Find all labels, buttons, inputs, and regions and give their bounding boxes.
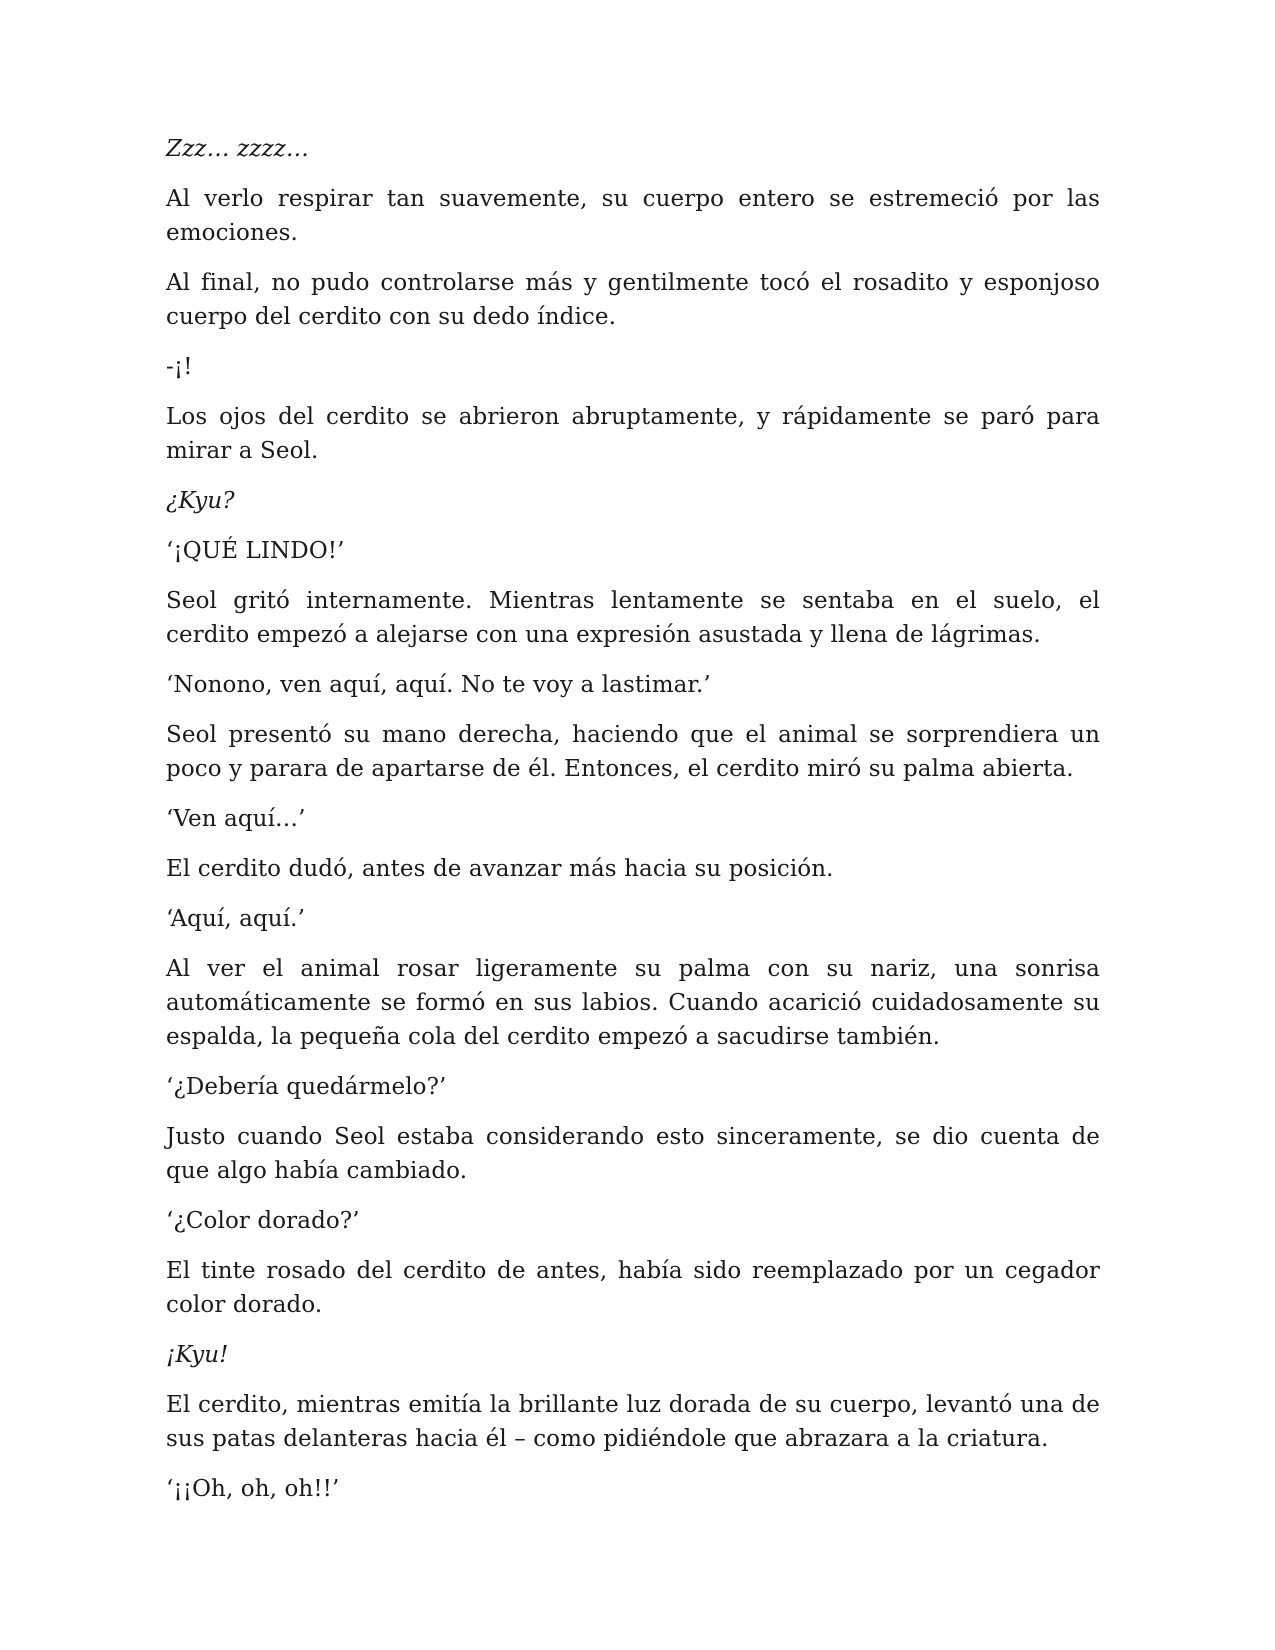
paragraph: ‘¿Debería quedármelo?’ xyxy=(166,1074,447,1100)
paragraph: El tinte rosado del cerdito de antes, había sido reemplazado por un cegador color dorado. xyxy=(166,1258,1100,1318)
paragraph: ‘¿Color dorado?’ xyxy=(166,1208,360,1234)
paragraph: ‘Aquí, aquí.’ xyxy=(166,906,305,932)
paragraph: Al verlo respirar tan suavemente, su cuerpo entero se estremeció por las emociones. xyxy=(166,186,1100,246)
paragraph: ¡Kyu! xyxy=(166,1342,229,1368)
paragraph: El cerdito dudó, antes de avanzar más hacia su posición. xyxy=(166,856,834,882)
paragraph: Justo cuando Seol estaba considerando esto sinceramente, se dio cuenta de que algo había cambiado. xyxy=(166,1124,1100,1184)
paragraph: ‘Ven aquí…’ xyxy=(166,806,306,832)
paragraph: Al final, no pudo controlarse más y gentilmente tocó el rosadito y esponjoso cuerpo del cerdito con su dedo índice. xyxy=(166,270,1100,330)
paragraph: Zzz… zzzz… xyxy=(166,136,309,162)
document-page xyxy=(166,132,1100,1522)
paragraph: Al ver el animal rosar ligeramente su palma con su nariz, una sonrisa automáticamente se formó en sus labios. Cuando acarició cuidadosamente su espalda, la pequeña cola del cerdito empezó a sacudirse también. xyxy=(166,956,1100,1050)
paragraph: Los ojos del cerdito se abrieron abruptamente, y rápidamente se paró para mirar a Seol. xyxy=(166,404,1100,464)
paragraph: Seol gritó internamente. Mientras lentamente se sentaba en el suelo, el cerdito empezó a alejarse con una expresión asustada y llena de lágrimas. xyxy=(166,588,1100,648)
paragraph: Seol presentó su mano derecha, haciendo que el animal se sorprendiera un poco y parara de apartarse de él. Entonces, el cerdito miró su palma abierta. xyxy=(166,722,1100,782)
paragraph: ‘Nonono, ven aquí, aquí. No te voy a lastimar.’ xyxy=(166,672,711,698)
paragraph: ¿Kyu? xyxy=(166,488,235,514)
paragraph: El cerdito, mientras emitía la brillante luz dorada de su cuerpo, levantó una de sus patas delanteras hacia él – como pidiéndole que abrazara a la criatura. xyxy=(166,1392,1100,1452)
paragraph: ‘¡¡Oh, oh, oh!!’ xyxy=(166,1476,340,1502)
paragraph: ‘¡QUÉ LINDO!’ xyxy=(166,538,345,564)
paragraph: -¡! xyxy=(166,354,193,380)
